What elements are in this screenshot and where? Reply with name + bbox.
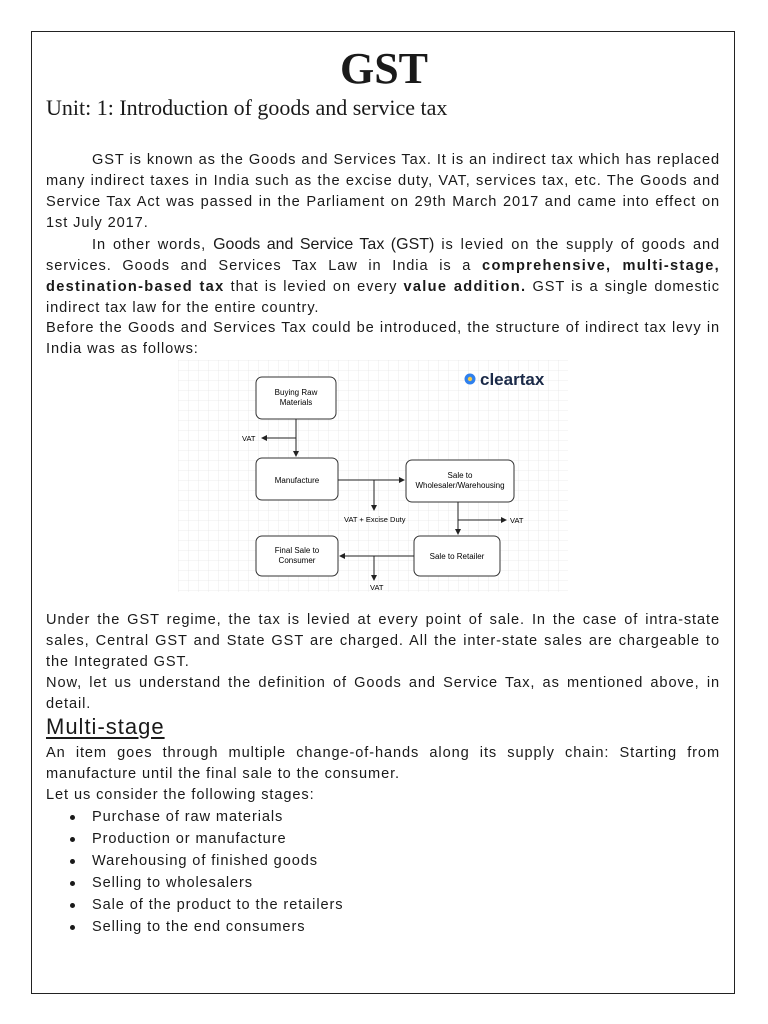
definition-text-2: is levied on the supply of goods and services. Goods and Services Tax Law in India is a [46, 237, 721, 274]
bullet-icon [70, 815, 75, 820]
unit-subtitle: Unit: 1: Introduction of goods and service tax [46, 95, 448, 120]
box-sale-to-retailer [414, 536, 500, 576]
multistage-heading: Multi-stage [46, 714, 165, 739]
list-item [66, 850, 343, 872]
multistage-paragraph: An item goes through multiple change-of-hands along its supply chain: Starting from manufacture until the final sale to the consumer. [46, 745, 720, 782]
stage-text: Production or manufacture [92, 831, 287, 847]
gst-regime-paragraph: Under the GST regime, the tax is levied at every point of sale. In the case of intra-state sales, Central GST and State GST are charged. All the inter-state sales are chargeable to the Integrated GST. [46, 612, 720, 670]
document-title: GST [339, 44, 429, 93]
box-retailer-label: Sale to Retailer [429, 552, 485, 561]
stage-text: Selling to wholesalers [92, 875, 253, 891]
stage-text: Warehousing of finished goods [92, 853, 318, 869]
stages-intro: Let us consider the following stages: [46, 787, 315, 803]
box-final-line1: Final Sale to [274, 546, 320, 555]
definition-text-1: In other words, [92, 237, 214, 253]
bullet-icon [70, 837, 75, 842]
definition-paragraph [46, 234, 720, 319]
box-final-sale-consumer [256, 536, 338, 576]
list-item [66, 916, 343, 938]
definition-text-3: that is levied on every [224, 279, 404, 295]
list-item [66, 872, 343, 894]
label-vat-right: VAT [510, 516, 524, 525]
box-sale-to-wholesaler [406, 460, 514, 502]
definition-text-4: GST is a single domestic indirect tax law for the entire country. [46, 279, 720, 316]
box-final-line2: Consumer [278, 556, 316, 565]
stages-list [66, 806, 343, 938]
label-vat-excise: VAT + Excise Duty [344, 515, 406, 524]
box-wholesale-line1: Sale to [447, 471, 473, 480]
box-manufacture [256, 458, 338, 500]
tax-structure-diagram [178, 360, 568, 592]
list-item [66, 894, 343, 916]
bold-value-addition: value addition. [403, 279, 527, 295]
box-raw-line2: Materials [279, 398, 313, 407]
bullet-icon [70, 859, 75, 864]
box-manufacture-label: Manufacture [274, 476, 320, 485]
gst-term: Goods and Service Tax (GST) [213, 236, 435, 253]
box-raw-line1: Buying Raw [274, 388, 318, 397]
list-item [66, 806, 343, 828]
intro-paragraph [46, 150, 720, 234]
logo-text: cleartax [480, 370, 545, 389]
stage-text: Sale of the product to the retailers [92, 897, 344, 913]
box-wholesale-line2: Wholesaler/Warehousing [415, 481, 505, 490]
bold-comprehensive: comprehensive, multi-stage, destination-based tax [46, 258, 720, 295]
intro-text: GST is known as the Goods and Services Tax. It is an indirect tax which has replaced many indirect taxes in India such as the excise duty, VAT, services tax, etc. The Goods and Service Tax Act was passed in the Parliament on 29th March 2017 and came into effect on 1st July 2017. [46, 152, 720, 231]
stage-text: Purchase of raw materials [92, 809, 284, 825]
box-buying-raw-materials [256, 377, 336, 419]
bullet-icon [70, 881, 75, 886]
definition-detail-paragraph: Now, let us understand the definition of Goods and Service Tax, as mentioned above, in detail. [46, 675, 720, 712]
list-item [66, 828, 343, 850]
label-vat-top: VAT [242, 434, 256, 443]
label-vat-bottom: VAT [370, 583, 384, 592]
bullet-icon [70, 903, 75, 908]
bullet-icon [70, 925, 75, 930]
stage-text: Selling to the end consumers [92, 919, 306, 935]
before-gst-paragraph: Before the Goods and Services Tax could be introduced, the structure of indirect tax levy in India was as follows: [46, 320, 720, 357]
